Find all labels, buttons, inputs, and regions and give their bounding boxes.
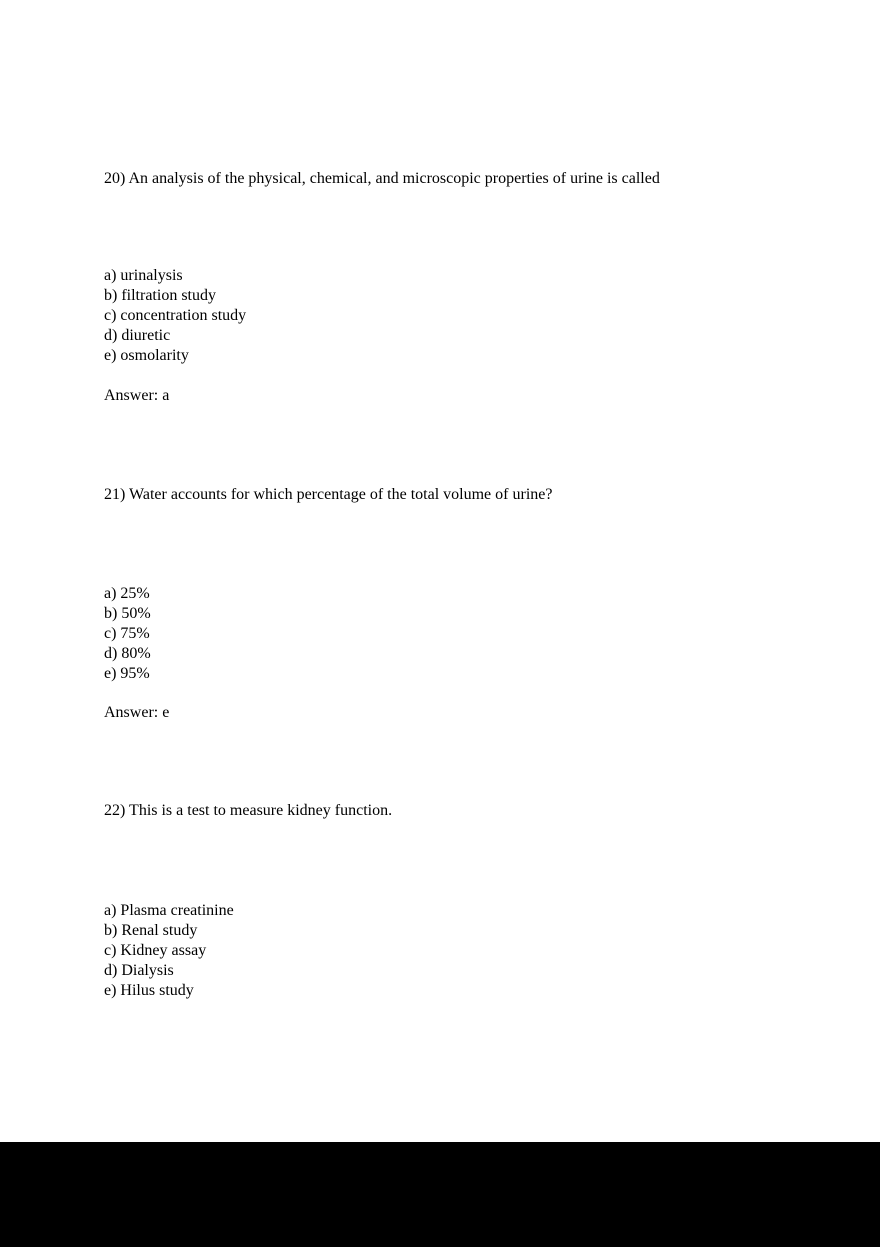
- option-item: e) 95%: [104, 665, 150, 682]
- question-20-text: 20) An analysis of the physical, chemical, and microscopic properties of urine is called: [104, 170, 660, 187]
- question-21-answer: Answer: e: [104, 704, 170, 721]
- option-item: b) filtration study: [104, 287, 216, 304]
- bottom-black-bar: [0, 1142, 880, 1247]
- question-22-options: [104, 901, 234, 1001]
- option-item: d) diuretic: [104, 327, 171, 344]
- option-item: c) 75%: [104, 625, 150, 642]
- option-item: b) Renal study: [104, 922, 198, 939]
- question-22-text: 22) This is a test to measure kidney function.: [104, 802, 393, 819]
- option-item: d) Dialysis: [104, 962, 174, 979]
- question-21-text: 21) Water accounts for which percentage of the total volume of urine?: [104, 486, 553, 503]
- question-20-answer: Answer: a: [104, 387, 170, 404]
- option-item: c) concentration study: [104, 307, 247, 324]
- option-item: b) 50%: [104, 605, 151, 622]
- question-21-options: [104, 584, 151, 684]
- option-item: c) Kidney assay: [104, 942, 207, 959]
- option-item: d) 80%: [104, 645, 151, 662]
- question-20-options: [104, 266, 246, 366]
- option-item: e) Hilus study: [104, 982, 194, 999]
- option-item: e) osmolarity: [104, 347, 189, 364]
- option-item: a) 25%: [104, 585, 150, 602]
- option-item: a) Plasma creatinine: [104, 902, 234, 919]
- option-item: a) urinalysis: [104, 267, 183, 284]
